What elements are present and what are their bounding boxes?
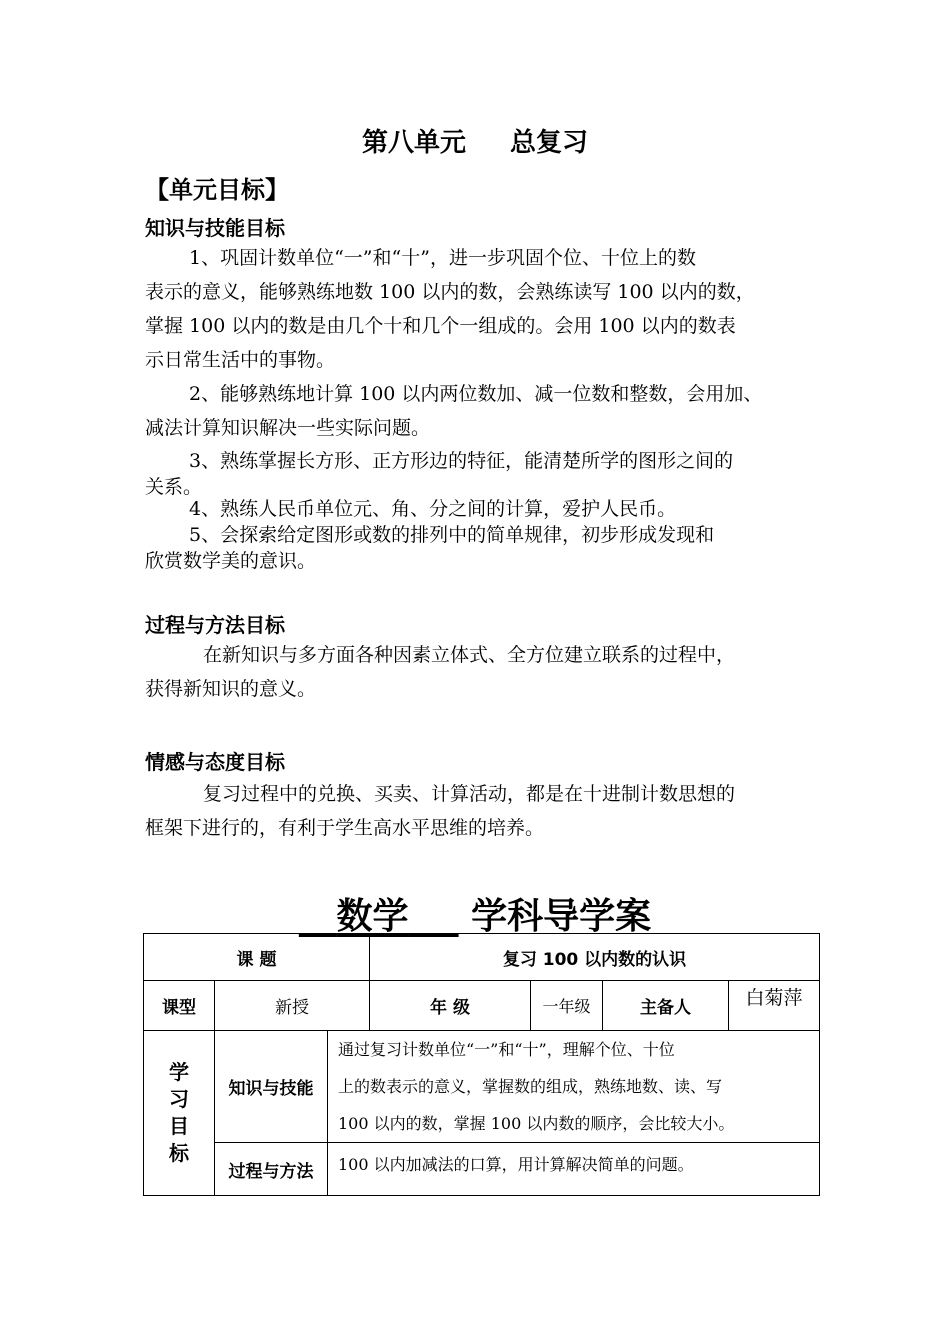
- knowledge-goal-3: 3、熟练掌握长方形、正方形边的特征，能清楚所学的图形之间的 关系。: [145, 450, 734, 498]
- lesson-plan-table: [143, 933, 820, 1196]
- process-text: 在新知识与多方面各种因素立体式、全方位建立联系的过程中， 获得新知识的意义。: [145, 644, 736, 700]
- grade-value: 一年级: [531, 981, 603, 1031]
- knowledge-goal-2: 2、能够熟练地计算 100 以内两位数加、减一位数和整数，会用加、 减法计算知识解决一些实际问题。: [145, 383, 763, 439]
- topic-label: 课 题: [144, 934, 370, 981]
- unit-name: 总复习: [510, 128, 589, 158]
- knowledge-goal-5: 5、会探索给定图形或数的排列中的简单规律，初步形成发现和 欣赏数学美的意识。: [145, 524, 715, 572]
- knowledge-row: [144, 1031, 820, 1143]
- topic-row: [144, 934, 820, 981]
- emotion-heading: 情感与态度目标: [145, 750, 285, 774]
- guide-subject: 数学: [336, 896, 409, 937]
- preparer-value: 白菊萍: [729, 981, 820, 1031]
- unit-goals-heading: 【单元目标】: [145, 176, 289, 204]
- type-value: 新授: [215, 981, 370, 1031]
- preparer-label: 主备人: [603, 981, 729, 1031]
- knowledge-goal-4: 4、熟练人民币单位元、角、分之间的计算，爱护人民币。: [189, 498, 677, 520]
- process-method-text: 100 以内加减法的口算，用计算解决简单的问题。: [328, 1143, 820, 1196]
- knowledge-goal-1: 1、巩固计数单位“一”和“十”，进一步巩固个位、十位上的数 表示的意义，能够熟练地数 100 以内的数，会熟练读写 100 以内的数， 掌握 100 以内的数是由几个十和几个一组成的。会用 100 以内的数表 示日常生活中的事物。: [145, 247, 755, 371]
- process-method-label: 过程与方法: [215, 1143, 328, 1196]
- emotion-text: 复习过程中的兑换、买卖、计算活动，都是在十进制计数思想的 框架下进行的，有利于学生高水平思维的培养。: [145, 783, 736, 839]
- knowledge-heading: 知识与技能目标: [145, 216, 285, 240]
- page-title: [0, 122, 950, 159]
- unit-number: 第八单元: [361, 128, 466, 158]
- type-label: 课型: [144, 981, 215, 1031]
- study-goals-label: 学 习 目 标: [144, 1031, 215, 1196]
- guide-suffix: 学科导学案: [471, 896, 652, 937]
- method-row: [144, 1143, 820, 1196]
- process-heading: 过程与方法目标: [145, 613, 285, 637]
- knowledge-skill-label: 知识与技能: [215, 1031, 328, 1143]
- topic-value: 复习 100 以内数的认识: [370, 934, 820, 981]
- grade-label: 年 级: [370, 981, 531, 1031]
- knowledge-skill-text: 通过复习计数单位“一”和“十”，理解个位、十位 上的数表示的意义，掌握数的组成，熟练地数、读、写 100 以内的数，掌握 100 以内数的顺序，会比较大小。: [328, 1031, 820, 1143]
- guide-title: [0, 888, 950, 939]
- info-row: [144, 981, 820, 1031]
